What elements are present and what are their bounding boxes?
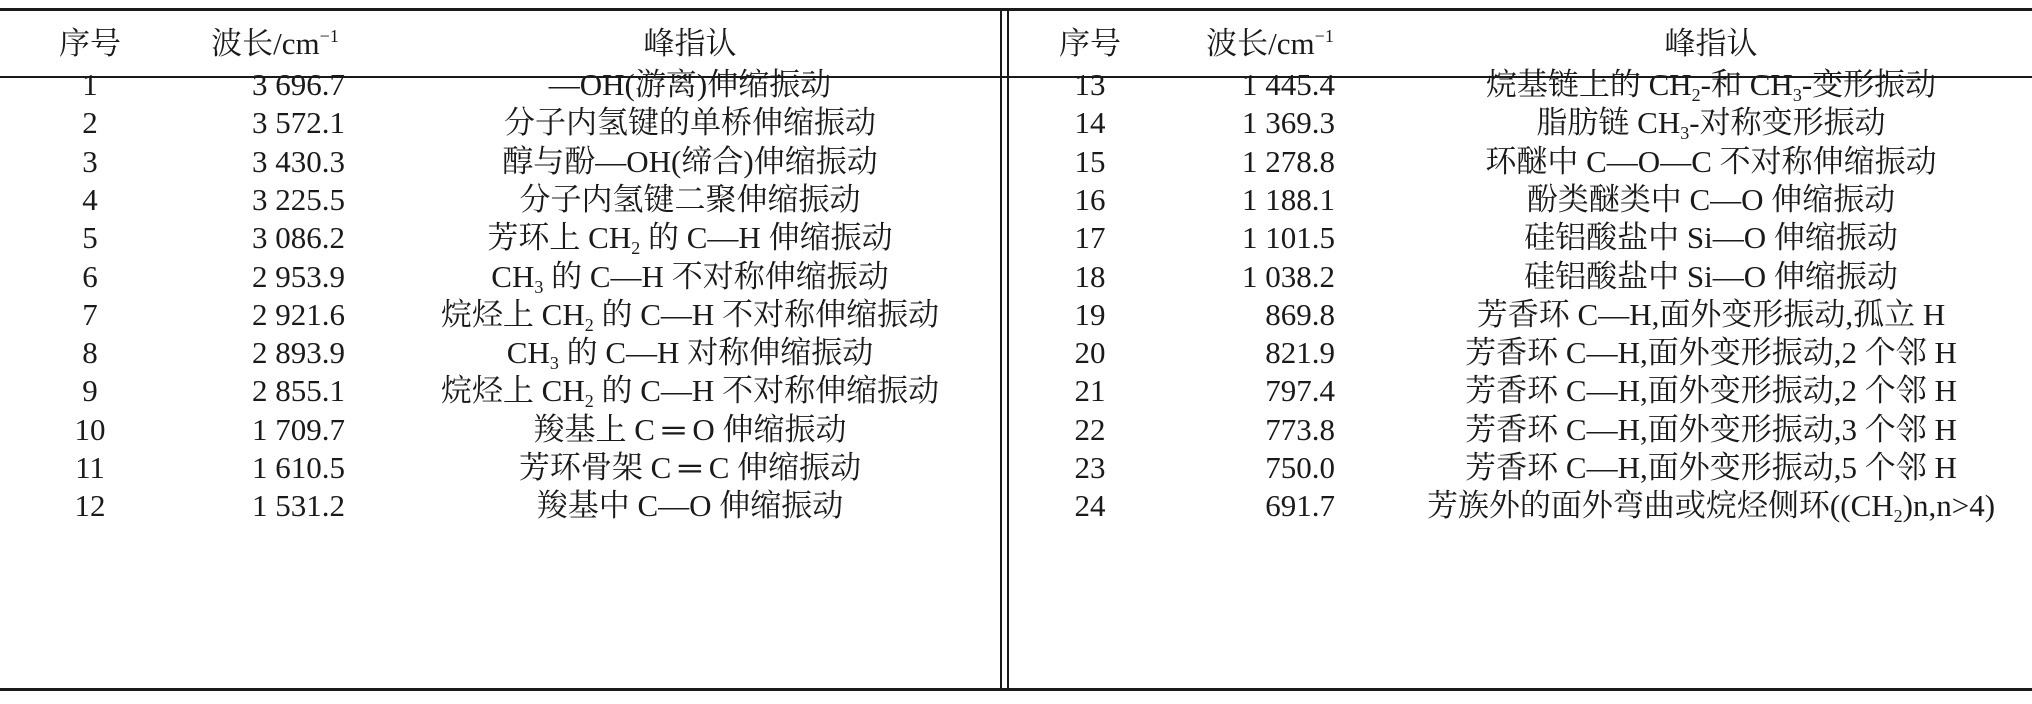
header-assignment-right: 峰指认 (1664, 26, 1758, 61)
row-wavenumber: 821.9 (1265, 335, 1335, 370)
header-index-left: 序号 (59, 26, 121, 61)
header-wavenumber-text: 波长/cm (211, 26, 320, 61)
row-wavenumber: 3 572.1 (252, 105, 345, 140)
row-wavenumber: 773.8 (1265, 412, 1335, 447)
row-index: 22 (1074, 412, 1106, 447)
row-index: 9 (82, 373, 98, 408)
row-index: 12 (74, 488, 106, 523)
header-wavenumber-exponent: −1 (319, 26, 339, 46)
assignment-text: 芳环骨架 C ═ C 伸缩振动 (518, 450, 862, 485)
header-wavenumber-exponent: −1 (1314, 26, 1334, 46)
row-index: 21 (1074, 373, 1106, 408)
assignment-subscript: 2 (584, 391, 594, 411)
header-assignment-left: 峰指认 (643, 26, 737, 61)
row-assignment (380, 482, 1000, 530)
row-index: 4 (82, 182, 98, 217)
row-wavenumber: 1 445.4 (1242, 67, 1335, 102)
assignment-text: 的 C—H 不对称伸缩振动 (593, 373, 940, 408)
row-wavenumber: 797.4 (1265, 373, 1335, 408)
assignment-text: 芳族外的面外弯曲或烷烃侧环((CH (1426, 488, 1894, 523)
row-wavenumber: 691.7 (1265, 488, 1335, 523)
row-index: 3 (82, 144, 98, 179)
row-wavenumber: 750.0 (1265, 450, 1335, 485)
table-top-rule (0, 8, 2032, 11)
assignment-subscript: 3 (1792, 85, 1802, 105)
row-index: 20 (1074, 335, 1106, 370)
assignment-text: 芳香环 C—H,面外变形振动,2 个邻 H (1465, 373, 1957, 408)
row-wavenumber: 2 855.1 (252, 373, 345, 408)
row-index: 18 (1074, 259, 1106, 294)
row-wavenumber: 1 610.5 (252, 450, 345, 485)
assignment-subscript: 2 (631, 238, 641, 258)
row-index: 14 (1074, 105, 1106, 140)
row-wavenumber: 1 101.5 (1242, 220, 1335, 255)
assignment-text: 的 C—H 对称伸缩振动 (558, 335, 874, 370)
row-wavenumber: 2 893.9 (252, 335, 345, 370)
row-wavenumber: 1 278.8 (1242, 144, 1335, 179)
assignment-text: 硅铝酸盐中 Si—O 伸缩振动 (1524, 220, 1898, 255)
header-wavenumber-text: 波长/cm (1206, 26, 1315, 61)
assignment-text: 芳香环 C—H,面外变形振动,3 个邻 H (1465, 412, 1957, 447)
row-index: 16 (1074, 182, 1106, 217)
row-assignment (1390, 482, 2032, 530)
row-index: 19 (1074, 297, 1106, 332)
assignment-subscript: 3 (1680, 123, 1690, 143)
row-index: 1 (82, 67, 98, 102)
assignment-text: 分子内氢键二聚伸缩振动 (519, 182, 861, 217)
assignment-text: 的 C—H 伸缩振动 (640, 220, 893, 255)
row-wavenumber: 3 086.2 (252, 220, 345, 255)
assignment-text: 环醚中 C—O—C 不对称伸缩振动 (1485, 144, 1937, 179)
row-index: 11 (75, 450, 105, 485)
row-index: 8 (82, 335, 98, 370)
assignment-subscript: 2 (1691, 85, 1701, 105)
assignment-subscript: 2 (1893, 506, 1903, 526)
table-double-divider-left (1000, 8, 1002, 691)
table-bottom-rule (0, 688, 2032, 691)
assignment-text: 烷烃上 CH (440, 297, 585, 332)
assignment-text: 脂肪链 CH (1536, 105, 1681, 140)
assignment-text: CH (491, 259, 535, 294)
assignment-text: 分子内氢键的单桥伸缩振动 (504, 105, 876, 140)
assignment-text: CH (506, 335, 550, 370)
row-index: 2 (82, 105, 98, 140)
assignment-text: )n,n>4) (1902, 488, 1996, 523)
row-wavenumber: 1 369.3 (1242, 105, 1335, 140)
assignment-text: 芳环上 CH (487, 220, 632, 255)
assignment-subscript: 3 (534, 277, 544, 297)
assignment-text: -变形振动 (1801, 67, 1937, 102)
assignment-text: 硅铝酸盐中 Si—O 伸缩振动 (1524, 259, 1898, 294)
assignment-subscript: 3 (549, 353, 559, 373)
row-index: 23 (1074, 450, 1106, 485)
assignment-text: 芳香环 C—H,面外变形振动,孤立 H (1476, 297, 1946, 332)
assignment-text: 的 C—H 不对称伸缩振动 (543, 259, 889, 294)
row-index: 7 (82, 297, 98, 332)
row-index: 5 (82, 220, 98, 255)
assignment-text: -对称变形振动 (1689, 105, 1886, 140)
row-wavenumber: 3 225.5 (252, 182, 345, 217)
row-index: 6 (82, 259, 98, 294)
assignment-text: 羧基中 C—O 伸缩振动 (536, 488, 844, 523)
row-index: 17 (1074, 220, 1106, 255)
assignment-text: 羧基上 C ═ O 伸缩振动 (533, 412, 847, 447)
assignment-text: 芳香环 C—H,面外变形振动,2 个邻 H (1465, 335, 1957, 370)
assignment-text: 烷烃上 CH (440, 373, 585, 408)
assignment-text: 的 C—H 不对称伸缩振动 (593, 297, 940, 332)
assignment-text: —OH(游离)伸缩振动 (548, 67, 832, 102)
row-wavenumber: 3 430.3 (252, 144, 345, 179)
row-wavenumber: 2 953.9 (252, 259, 345, 294)
assignment-text: -和 CH (1700, 67, 1793, 102)
assignment-text: 芳香环 C—H,面外变形振动,5 个邻 H (1465, 450, 1957, 485)
row-index: 24 (1074, 488, 1106, 523)
row-index: 10 (74, 412, 106, 447)
row-wavenumber: 1 038.2 (1242, 259, 1335, 294)
assignment-text: 酚类醚类中 C—O 伸缩振动 (1526, 182, 1896, 217)
assignment-subscript: 2 (584, 315, 594, 335)
assignment-text: 烷基链上的 CH (1485, 67, 1692, 102)
row-index: 15 (1074, 144, 1106, 179)
row-index: 13 (1074, 67, 1106, 102)
row-wavenumber: 1 531.2 (252, 488, 345, 523)
row-wavenumber: 3 696.7 (252, 67, 345, 102)
table-double-divider-right (1007, 8, 1009, 691)
row-wavenumber: 2 921.6 (252, 297, 345, 332)
row-wavenumber: 1 709.7 (252, 412, 345, 447)
row-wavenumber: 869.8 (1265, 297, 1335, 332)
header-index-right: 序号 (1059, 26, 1121, 61)
row-wavenumber: 1 188.1 (1242, 182, 1335, 217)
assignment-text: 醇与酚—OH(缔合)伸缩振动 (502, 144, 878, 179)
